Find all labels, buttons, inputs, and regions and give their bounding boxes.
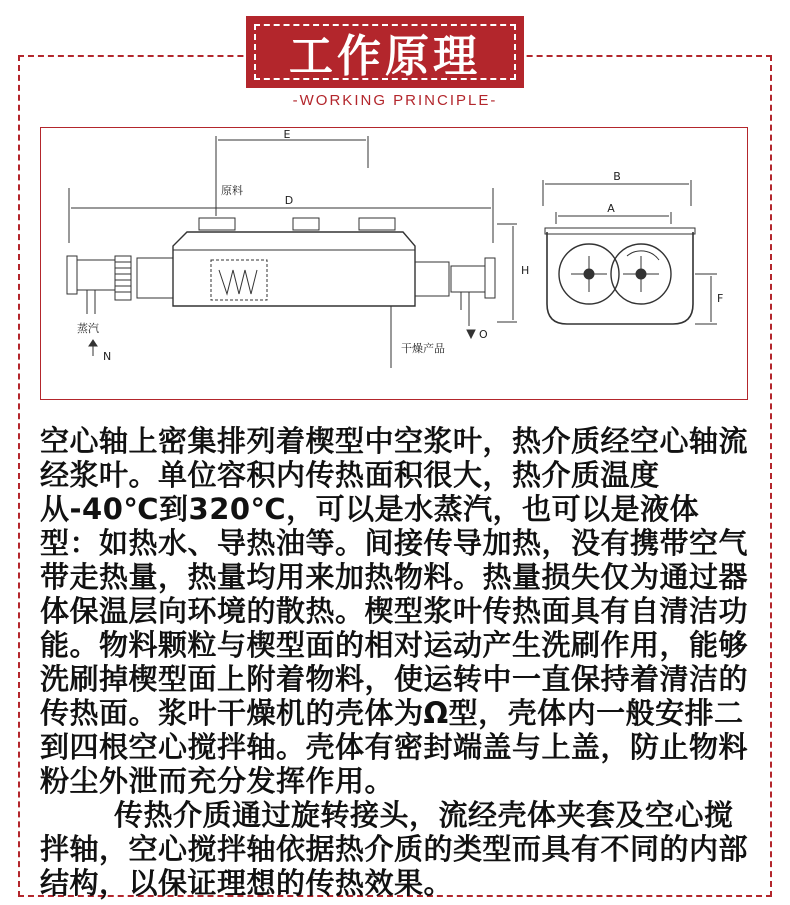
description-text (40, 424, 756, 900)
description-paragraph-1: 空心轴上密集排列着楔型中空浆叶，热介质经空心轴流经浆叶。单位容积内传热面积很大，热介质温度从-40℃到320℃，可以是水蒸汽，也可以是液体型：如热水、导热油等。间接传导加热，没有携带空气带走热量，热量均用来加热物料。热量损失仅为通过器体保温层向环境的散热。楔型浆叶传热面具有自清洁功能。物料颗粒与楔型面的相对运动产生洗刷作用，能够洗刷掉楔型面上附着物料，使运转中一直保持着清洁的传热面。浆叶干燥机的壳体为Ω型，壳体内一般安排二到四根空心搅拌轴。壳体有密封端盖与上盖，防止物料粉尘外泄而充分发挥作用。 (40, 424, 749, 798)
page-subtitle: -WORKING PRINCIPLE- (292, 92, 498, 109)
left-flange (67, 256, 77, 294)
label-a: A (607, 202, 615, 215)
label-h: H (521, 264, 530, 277)
label-d: D (284, 194, 294, 207)
label-e: E (283, 128, 291, 141)
paddle-zigzag (219, 270, 257, 294)
label-raw-material: 原料 (221, 184, 243, 197)
dryer-body (173, 232, 415, 306)
page-title: 工作原理 (254, 24, 516, 80)
dryer-diagram (41, 128, 749, 401)
right-flange (485, 258, 495, 298)
steam-in-arrow-head (89, 340, 97, 346)
left-rotary-joint (77, 260, 115, 290)
shell-cover (545, 228, 695, 234)
right-rotary-joint (451, 266, 485, 292)
label-steam: 蒸汽 (77, 322, 99, 335)
left-gear (115, 256, 131, 300)
label-b: B (613, 170, 621, 183)
right-shaft-housing (415, 262, 449, 296)
diagram-panel (40, 127, 748, 400)
left-shaft-housing (137, 258, 173, 298)
top-nozzle-2 (293, 218, 319, 230)
rotation-arrow (627, 251, 659, 260)
label-n: N (103, 350, 112, 363)
top-nozzle-1 (199, 218, 235, 230)
label-dry-product: 干燥产品 (401, 342, 445, 355)
description-paragraph-2: 传热介质通过旋转接头，流经壳体夹套及空心搅拌轴，空心搅拌轴依据热介质的类型而具有不同的内部结构，以保证理想的传热效果。 (40, 798, 749, 900)
title-banner (246, 16, 524, 88)
label-f: F (717, 292, 724, 305)
outlet-arrow-head (467, 330, 475, 338)
top-nozzle-3 (359, 218, 395, 230)
label-o: O (479, 328, 488, 341)
